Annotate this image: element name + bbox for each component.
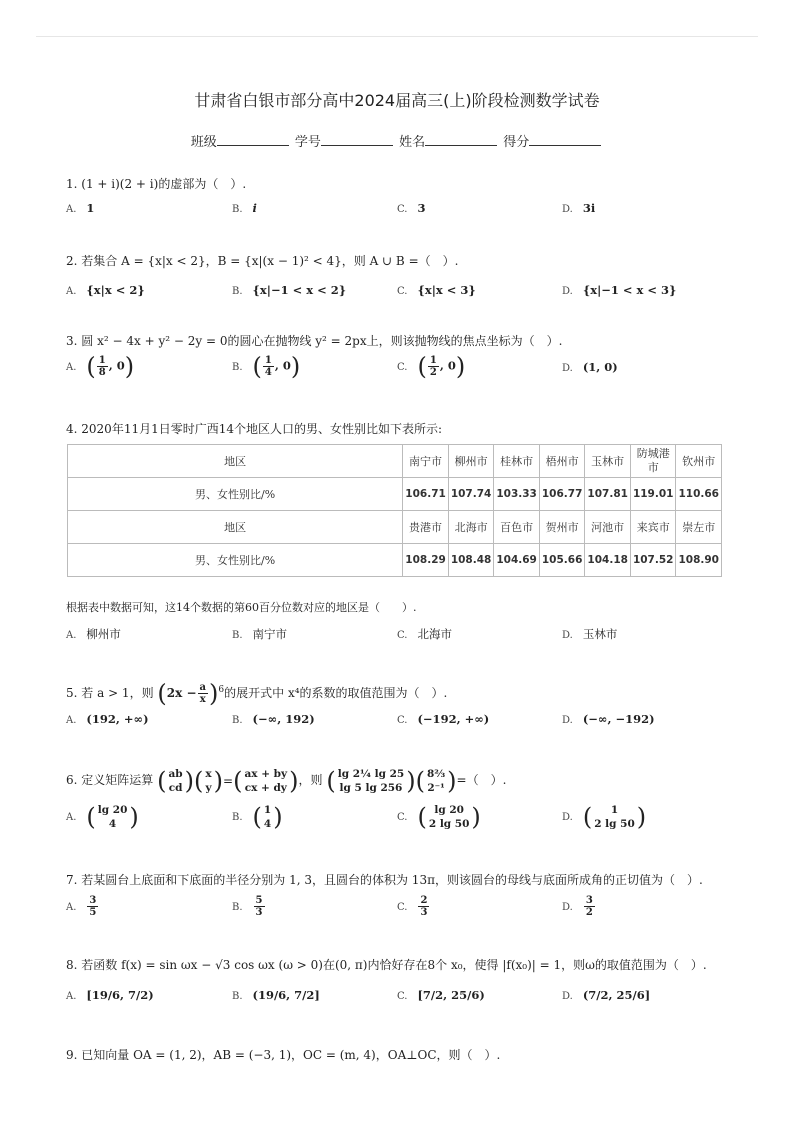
question-8: 8. 若函数 f(x) = sin ωx − √3 cos ωx (ω > 0)在(0, π)内恰好存在8个 x₀，使得 |f(x₀)| = 1，则ω的取值范围为（ ）.	[66, 958, 707, 972]
q7-option-b[interactable]: B. $\frac{5}{3}$	[232, 895, 263, 918]
q5-option-c[interactable]: C. (−192, +∞)	[397, 712, 490, 726]
score-blank[interactable]	[529, 133, 601, 146]
q1-option-a[interactable]: A. 1	[66, 201, 95, 215]
q7-option-a[interactable]: A. $\frac{3}{5}$	[66, 895, 97, 918]
question-2: 2. 若集合 A = {x|x < 2}，B = {x|(x − 1)² < 4}，则 A ∪ B =（ ）.	[66, 254, 459, 268]
q8-option-d[interactable]: D. (7/2, 25/6]	[562, 988, 651, 1002]
q2-option-a[interactable]: A. {x|x < 2}	[66, 283, 145, 297]
table-row: 男、女性别比/% 106.71 107.74 103.33 106.77 107.81 119.01 110.66	[68, 478, 722, 511]
question-4: 4. 2020年11月1日零时广西14个地区人口的男、女性别比如下表所示:	[66, 422, 443, 436]
q3-option-d[interactable]: D. (1, 0)	[562, 360, 618, 374]
field-class: 班级	[190, 135, 217, 150]
q1-option-b[interactable]: B. i	[232, 201, 257, 215]
field-number: 学号	[294, 135, 321, 150]
q8-option-b[interactable]: B. (19/6, 7/2]	[232, 988, 320, 1002]
q3-option-a[interactable]: A. ( $\frac{1}{8}$ , 0)	[66, 352, 135, 381]
q8-option-a[interactable]: A. [19/6, 7/2)	[66, 988, 154, 1002]
table-row: 地区 南宁市 柳州市 桂林市 梧州市 玉林市 防城港市 钦州市	[68, 445, 722, 478]
q8-option-c[interactable]: C. [7/2, 25/6)	[397, 988, 485, 1002]
page-title: 甘肃省白银市部分高中2024届高三(上)阶段检测数学试卷	[194, 91, 600, 110]
number-blank[interactable]	[321, 133, 393, 146]
student-info	[0, 131, 794, 150]
q6-option-d[interactable]: D. ( 1 2 lg 50 )	[562, 803, 647, 831]
q5-option-a[interactable]: A. (192, +∞)	[66, 712, 149, 726]
q5-option-b[interactable]: B. (−∞, 192)	[232, 712, 315, 726]
q2-option-d[interactable]: D. {x|−1 < x < 3}	[562, 283, 677, 297]
question-3: 3. 圆 x² − 4x + y² − 2y = 0的圆心在抛物线 y² = 2px上，则该抛物线的焦点坐标为（ ）.	[66, 334, 563, 348]
q1-option-d[interactable]: D. 3i	[562, 201, 596, 215]
q4-option-a[interactable]: A. 柳州市	[66, 627, 121, 641]
q3-option-b[interactable]: B. ( $\frac{1}{4}$ , 0)	[232, 352, 301, 381]
q4-option-d[interactable]: D. 玉林市	[562, 627, 618, 641]
field-name: 姓名	[399, 135, 426, 150]
q5-option-d[interactable]: D. (−∞, −192)	[562, 712, 655, 726]
q2-option-c[interactable]: C. {x|x < 3}	[397, 283, 476, 297]
top-divider	[36, 36, 758, 37]
question-7: 7. 若某圆台上底面和下底面的半径分别为 1, 3，且圆台的体积为 13π，则该圆台的母线与底面所成角的正切值为（ ）.	[66, 873, 703, 887]
q2-option-b[interactable]: B. {x|−1 < x < 2}	[232, 283, 347, 297]
q3-option-c[interactable]: C. ( $\frac{1}{2}$ , 0)	[397, 352, 466, 381]
name-blank[interactable]	[425, 133, 497, 146]
q6-option-b[interactable]: B. ( 1 4 )	[232, 803, 283, 831]
field-score: 得分	[503, 135, 530, 150]
q1-option-c[interactable]: C. 3	[397, 201, 426, 215]
q4-option-b[interactable]: B. 南宁市	[232, 627, 288, 641]
table-row: 地区 贵港市 北海市 百色市 贺州市 河池市 来宾市 崇左市	[68, 511, 722, 544]
population-table	[67, 444, 722, 577]
matrix-expr: ( lg 2¼ lg 25 lg 5 lg 256 ) ( 8⅔ 2⁻¹ )	[326, 766, 457, 795]
q7-option-c[interactable]: C. $\frac{2}{3}$	[397, 895, 428, 918]
question-9: 9. 已知向量 OA = (1, 2)，AB = (−3, 1)，OC = (m, 4)，OA⊥OC，则（ ）.	[66, 1048, 501, 1062]
matrix-def: ( ab cd ) ( x y ) = ( ax + by cx + dy )	[157, 766, 299, 795]
class-blank[interactable]	[217, 133, 289, 146]
question-1: 1. (1 + i)(2 + i)的虚部为（ ）.	[66, 177, 247, 191]
q7-option-d[interactable]: D. $\frac{3}{2}$	[562, 895, 593, 918]
q6-option-a[interactable]: A. ( lg 20 4 )	[66, 803, 139, 831]
question-6: 6. 定义矩阵运算 ( ab cd ) ( x y ) = ( ax + by cx + dy ) ，则 ( lg 2¼ lg 25 lg 5 lg 256 ) ( 8⅔ 2⁻¹ ) =（ ）.	[66, 763, 506, 798]
table-row: 男、女性别比/% 108.29 108.48 104.69 105.66 104.18 107.52 108.90	[68, 544, 722, 577]
q4-followup: 根据表中数据可知，这14个数据的第60百分位数对应的地区是（ ）.	[66, 601, 417, 614]
question-5: 5. 若 a > 1，则 (2x − $\frac{a}{x}$ )$^6$的展开式中 x⁴的系数的取值范围为（ ）.	[66, 679, 448, 708]
q4-option-c[interactable]: C. 北海市	[397, 627, 452, 641]
q6-option-c[interactable]: C. ( lg 20 2 lg 50 )	[397, 803, 481, 831]
